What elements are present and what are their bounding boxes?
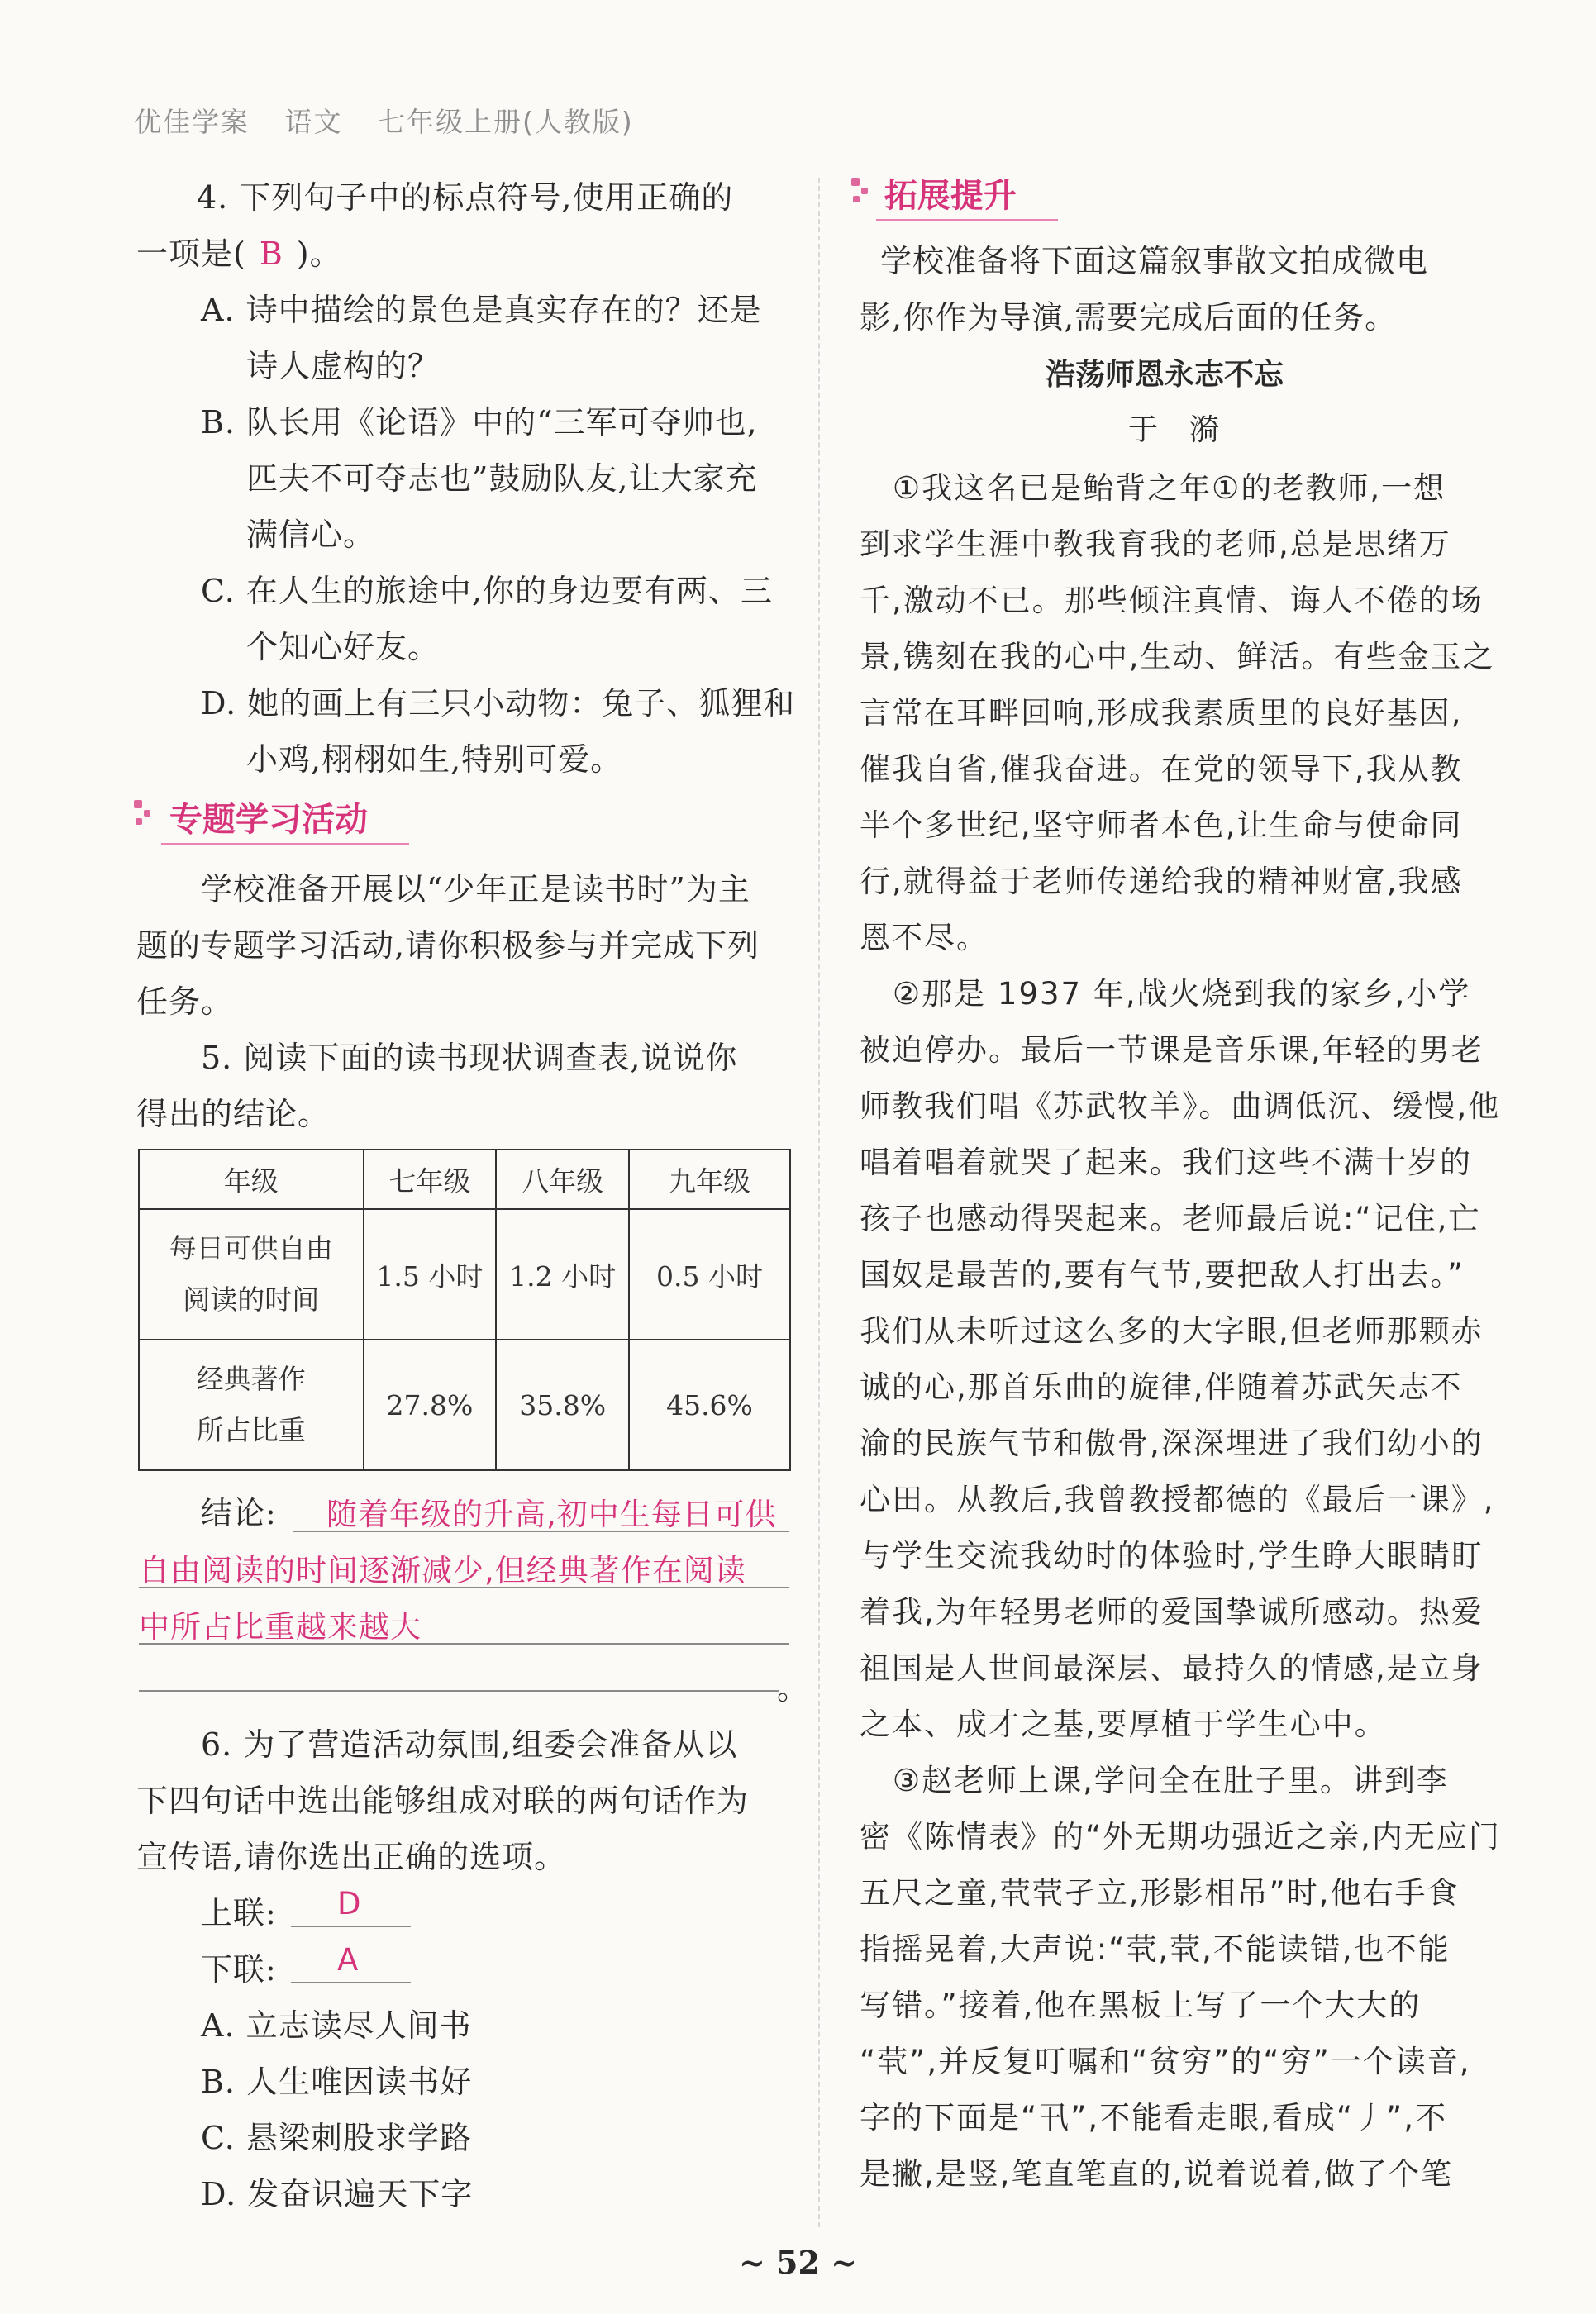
essay-line: 诚的心,那首乐曲的旋律,伴随着苏武矢志不 — [860, 1369, 1463, 1405]
answer-underline — [291, 1982, 411, 1983]
header-subject: 语文 — [284, 106, 343, 138]
essay-line: “茕”,并反复叮嘱和“贫穷”的“穷”一个读音, — [860, 2044, 1471, 2079]
conclusion-answer-line1: 随着年级的升高,初中生每日可供 — [326, 1497, 777, 1532]
answer-underline — [139, 1690, 779, 1692]
section-marker-icon — [851, 178, 873, 206]
q4-option-c-line1: C. 在人生的旅途中,你的身边要有两、三 — [201, 573, 773, 609]
answer-underline — [293, 1531, 789, 1532]
q4-stem-line2 — [136, 228, 342, 274]
row-label-line: 所占比重 — [196, 1414, 306, 1446]
table-row — [139, 1340, 790, 1470]
q6-lower-label: 下联: — [201, 1951, 277, 1988]
q6-option-b: B. 人生唯因读书好 — [201, 2064, 473, 2100]
essay-line: 心田。从教后,我曾教授都德的《最后一课》, — [860, 1482, 1495, 1517]
conclusion-answer-line3: 中所占比重越来越大 — [139, 1609, 422, 1645]
table-header-row — [139, 1150, 790, 1209]
essay-title: 浩荡师恩永志不忘 — [1046, 358, 1284, 392]
q6-upper-label: 上联: — [201, 1895, 277, 1931]
essay-line: 密《陈情表》的“外无期功强近之亲,内无应门 — [860, 1819, 1501, 1855]
table-cell: 1.2 小时 — [496, 1209, 629, 1340]
q4-answer: B — [259, 236, 283, 272]
q4-option-d-line2: 小鸡,栩栩如生,特别可爱。 — [246, 741, 623, 778]
table-row — [139, 1209, 790, 1340]
essay-author: 于 漪 — [1128, 413, 1221, 447]
conclusion-answer-line2: 自由阅读的时间逐渐减少,但经典著作在阅读 — [139, 1553, 746, 1588]
conclusion-end-mark: 。 — [777, 1670, 810, 1707]
answer-underline — [139, 1643, 789, 1645]
section-marker-icon — [134, 800, 155, 828]
q4-option-a-line1: A. 诗中描绘的景色是真实存在的？还是 — [201, 292, 762, 328]
essay-line: 渝的民族气节和傲骨,深深埋进了我们幼小的 — [860, 1426, 1484, 1461]
q4-option-c-line2: 个知心好友。 — [246, 629, 441, 665]
q4-option-b-line2: 匹夫不可夺志也”鼓励队友,让大家充 — [246, 460, 758, 497]
essay-line: 字的下面是“卂”,不能看走眼,看成“丿”,不 — [860, 2100, 1447, 2135]
reading-survey-table — [138, 1149, 791, 1471]
q6-upper-answer: D — [337, 1886, 362, 1921]
essay-line: 到求学生涯中教我育我的老师,总是思绪万 — [860, 526, 1451, 562]
section-heading-text: 专题学习活动 — [169, 801, 368, 839]
q4-option-b-line3: 满信心。 — [246, 517, 376, 553]
table-cell: 45.6% — [629, 1340, 790, 1470]
section-heading-extension — [884, 169, 1017, 217]
running-header — [134, 101, 659, 140]
table-header-cell: 八年级 — [496, 1150, 629, 1209]
essay-line: 师教我们唱《苏武牧羊》。曲调低沉、缓慢,他 — [860, 1088, 1501, 1124]
row-label-line: 阅读的时间 — [183, 1283, 320, 1316]
table-cell: 35.8% — [496, 1340, 629, 1470]
essay-line: 是撇,是竖,笔直笔直的,说着说着,做了个笔 — [860, 2156, 1454, 2192]
essay-line: 言常在耳畔回响,形成我素质里的良好基因, — [860, 695, 1463, 731]
intro-line3: 任务。 — [136, 983, 234, 1020]
table-cell: 0.5 小时 — [629, 1209, 790, 1340]
section-heading-text: 拓展提升 — [884, 177, 1017, 215]
q4-stem-line1: 4. 下列句子中的标点符号,使用正确的 — [197, 179, 734, 216]
q6-stem-line3: 宣传语,请你选出正确的选项。 — [136, 1839, 567, 1875]
essay-line: 唱着唱着就哭了起来。我们这些不满十岁的 — [860, 1145, 1472, 1180]
essay-line: 之本、成才之基,要厚植于学生心中。 — [860, 1707, 1387, 1742]
essay-line: 孩子也感动得哭起来。老师最后说:“记住,亡 — [860, 1201, 1481, 1236]
q6-stem-line1: 6. 为了营造活动氛围,组委会准备从以 — [201, 1726, 738, 1763]
essay-line: 千,激动不已。那些倾注真情、诲人不倦的场 — [860, 583, 1484, 618]
essay-line: 恩不尽。 — [860, 920, 989, 955]
q6-option-d: D. 发奋识遍天下字 — [201, 2176, 474, 2212]
section-heading-special-topic — [169, 793, 368, 840]
q6-option-a: A. 立志读尽人间书 — [201, 2007, 472, 2044]
table-header-cell: 年级 — [139, 1150, 364, 1209]
section-underline — [876, 219, 1058, 221]
table-row-label — [139, 1340, 364, 1470]
essay-line: 国奴是最苦的,要有气节,要把敌人打出去。” — [860, 1257, 1465, 1293]
q4-stem-suffix: )。 — [296, 236, 342, 272]
essay-line: 五尺之童,茕茕孑立,形影相吊”时,他右手食 — [860, 1875, 1460, 1911]
essay-line: ③赵老师上课,学问全在肚子里。讲到李 — [893, 1763, 1449, 1798]
q6-option-c: C. 悬梁刺股求学路 — [201, 2120, 472, 2156]
intro-line1: 学校准备开展以“少年正是读书时”为主 — [201, 871, 750, 907]
header-grade: 七年级上册(人教版) — [378, 106, 634, 138]
section-underline — [161, 843, 409, 845]
right-intro-line2: 影,你作为导演,需要完成后面的任务。 — [860, 299, 1398, 336]
answer-underline — [139, 1587, 789, 1588]
answer-underline — [291, 1926, 411, 1927]
essay-line: 景,镌刻在我的心中,生动、鲜活。有些金玉之 — [860, 639, 1495, 674]
row-label-line: 每日可供自由 — [169, 1232, 333, 1264]
q6-lower-answer: A — [337, 1942, 360, 1978]
row-label-line: 经典著作 — [196, 1363, 306, 1395]
q5-stem-line2: 得出的结论。 — [136, 1096, 331, 1132]
essay-line: 与学生交流我幼时的体验时,学生睁大眼睛盯 — [860, 1538, 1484, 1574]
table-header-cell: 七年级 — [364, 1150, 497, 1209]
essay-line: 被迫停办。最后一节课是音乐课,年轻的男老 — [860, 1032, 1484, 1068]
q4-option-d-line1: D. 她的画上有三只小动物：兔子、狐狸和 — [201, 685, 796, 721]
essay-line: 指摇晃着,大声说:“茕,茕,不能读错,也不能 — [860, 1931, 1451, 1967]
q5-stem-line1: 5. 阅读下面的读书现状调查表,说说你 — [201, 1040, 738, 1076]
table-cell: 27.8% — [364, 1340, 497, 1470]
q4-stem-prefix: 一项是( — [136, 236, 246, 272]
essay-line: ②那是 1937 年,战火烧到我的家乡,小学 — [893, 976, 1471, 1012]
q6-stem-line2: 下四句话中选出能够组成对联的两句话作为 — [136, 1783, 750, 1819]
table-row-label — [139, 1209, 364, 1340]
q4-option-a-line2: 诗人虚构的？ — [246, 348, 441, 384]
header-book: 优佳学案 — [134, 106, 250, 138]
essay-line: 写错。”接着,他在黑板上写了一个大大的 — [860, 1988, 1422, 2023]
conclusion-label: 结论: — [201, 1495, 277, 1531]
essay-line: 祖国是人世间最深层、最持久的情感,是立身 — [860, 1650, 1484, 1686]
table-header-cell: 九年级 — [629, 1150, 790, 1209]
essay-line: 半个多世纪,坚守师者本色,让生命与使命同 — [860, 807, 1463, 843]
essay-line: 着我,为年轻男老师的爱国挚诚所感动。热爱 — [860, 1594, 1484, 1630]
essay-line: 行,就得益于老师传递给我的精神财富,我感 — [860, 864, 1463, 899]
column-divider — [818, 178, 820, 2227]
right-intro-line1: 学校准备将下面这篇叙事散文拍成微电 — [880, 243, 1429, 279]
essay-line: 我们从未听过这么多的大字眼,但老师那颗赤 — [860, 1313, 1484, 1349]
table-cell: 1.5 小时 — [364, 1209, 497, 1340]
intro-line2: 题的专题学习活动,请你积极参与并完成下列 — [136, 927, 760, 964]
essay-line: ①我这名已是鲐背之年①的老教师,一想 — [893, 470, 1446, 506]
essay-line: 催我自省,催我奋进。在党的领导下,我从教 — [860, 751, 1463, 787]
q4-option-b-line1: B. 队长用《论语》中的“三军可夺帅也, — [201, 404, 758, 440]
page-number: ~ 52 ~ — [738, 2244, 858, 2281]
